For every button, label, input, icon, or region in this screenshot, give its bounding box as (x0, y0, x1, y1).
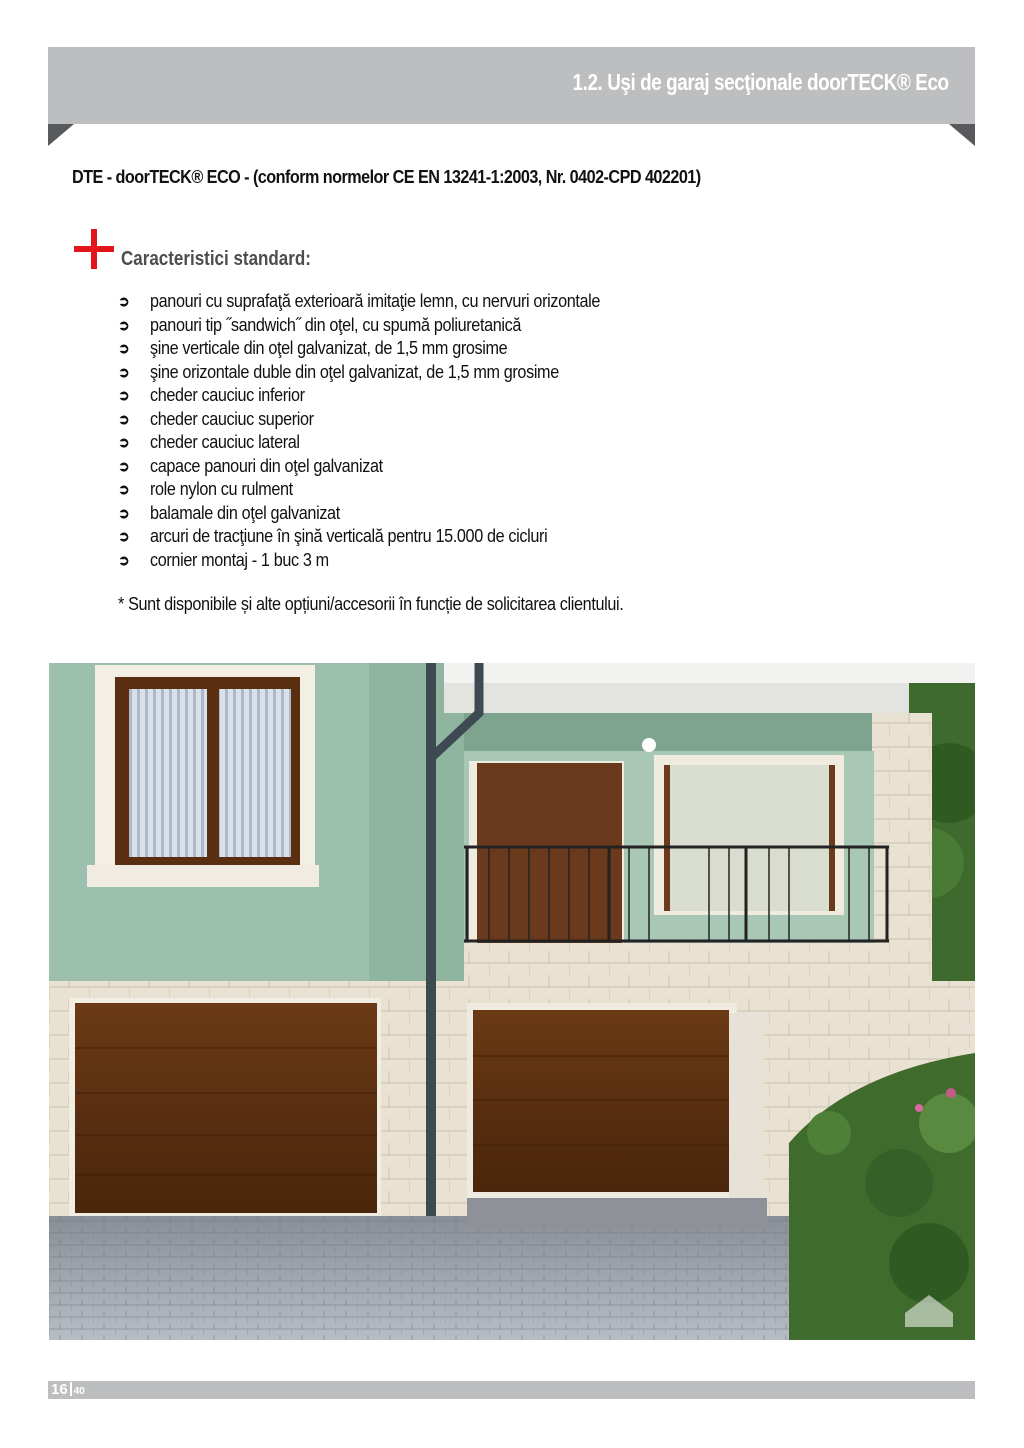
feature-text: arcuri de tracţiune în şină verticală pentru 15.000 de cicluri (150, 526, 548, 547)
feature-text: cornier montaj - 1 buc 3 m (150, 549, 329, 570)
list-item (118, 361, 650, 385)
list-item (118, 431, 650, 455)
page-total: 40 (73, 1386, 85, 1397)
list-item (118, 384, 650, 408)
feature-text: role nylon cu rulment (150, 479, 293, 500)
arrow-right-icon: ➲ (118, 293, 130, 310)
footer-bar (48, 1381, 975, 1399)
features-list (118, 290, 650, 572)
feature-text: balamale din oţel galvanizat (150, 502, 340, 523)
list-item (118, 502, 650, 526)
arrow-right-icon: ➲ (118, 528, 130, 545)
arrow-right-icon: ➲ (118, 481, 130, 498)
arrow-right-icon: ➲ (118, 340, 130, 357)
arrow-right-icon: ➲ (118, 363, 130, 380)
arrow-right-icon: ➲ (118, 410, 130, 427)
page-number (51, 1381, 85, 1399)
feature-text: şine verticale din oţel galvanizat, de 1,5 mm grosime (150, 338, 508, 359)
header-fold-left (48, 124, 74, 146)
feature-text: şine orizontale duble din oţel galvanizat, de 1,5 mm grosime (150, 361, 559, 382)
document-subtitle: DTE - doorTECK® ECO - (conform normelor CE EN 13241-1:2003, Nr. 0402-CPD 402201) (72, 167, 701, 187)
arrow-right-icon: ➲ (118, 316, 130, 333)
garage-doors-photo (49, 663, 975, 1340)
feature-text: cheder cauciuc superior (150, 408, 314, 429)
plus-icon (74, 229, 114, 269)
arrow-right-icon: ➲ (118, 457, 130, 474)
list-item (118, 455, 650, 479)
feature-text: panouri cu suprafaţă exterioară imitaţie lemn, cu nervuri orizontale (150, 291, 601, 312)
page-current: 16 (51, 1381, 68, 1398)
list-item (118, 314, 650, 338)
list-item (118, 290, 650, 314)
list-item (118, 337, 650, 361)
feature-text: cheder cauciuc inferior (150, 385, 305, 406)
feature-text: cheder cauciuc lateral (150, 432, 300, 453)
header-band (48, 47, 975, 124)
page-separator (70, 1382, 72, 1396)
arrow-right-icon: ➲ (118, 551, 130, 568)
list-item (118, 478, 650, 502)
header-fold-right (949, 124, 975, 146)
list-item (118, 408, 650, 432)
list-item (118, 549, 650, 573)
feature-text: panouri tip ˝sandwich˝ din oţel, cu spumă poliuretanică (150, 314, 522, 335)
feature-text: capace panouri din oţel galvanizat (150, 455, 383, 476)
footnote: * Sunt disponibile și alte opțiuni/accesorii în funcție de solicitarea clientului. (118, 594, 624, 614)
section-heading: Caracteristici standard: (121, 248, 311, 270)
page-title: 1.2. Uşi de garaj secţionale doorTECK® Eco (572, 69, 949, 95)
arrow-right-icon: ➲ (118, 434, 130, 451)
list-item (118, 525, 650, 549)
arrow-right-icon: ➲ (118, 504, 130, 521)
arrow-right-icon: ➲ (118, 387, 130, 404)
